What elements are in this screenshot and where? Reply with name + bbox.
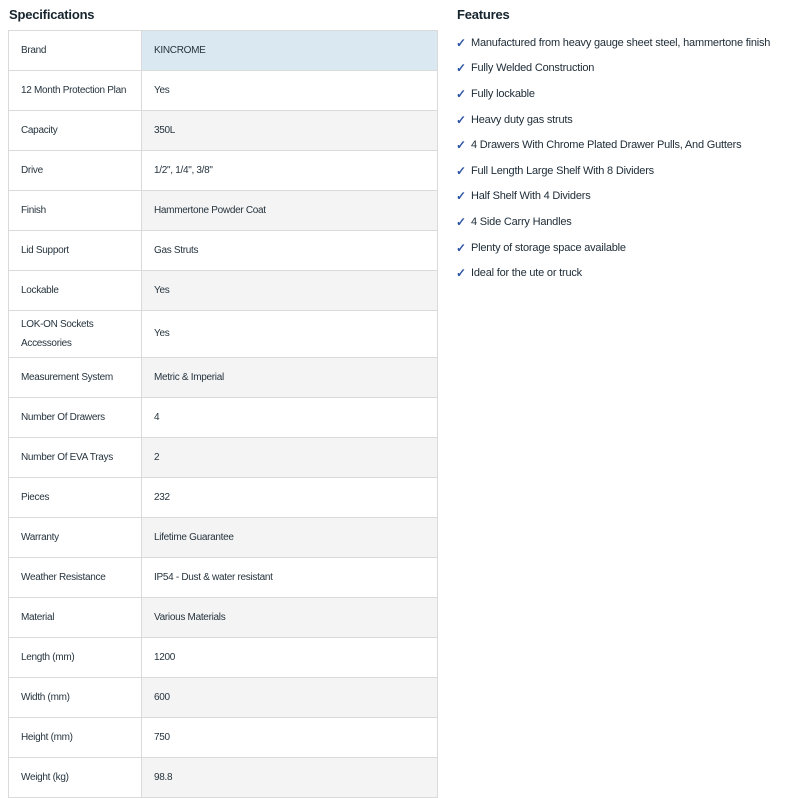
spec-label: Drive — [9, 151, 142, 191]
feature-item — [456, 107, 794, 133]
spec-label: Pieces — [9, 478, 142, 518]
spec-label: Length (mm) — [9, 638, 142, 678]
spec-row — [9, 638, 438, 678]
spec-row — [9, 311, 438, 358]
spec-label: Height (mm) — [9, 718, 142, 758]
checkmark-icon: ✓ — [456, 189, 466, 204]
feature-item — [456, 235, 794, 261]
spec-row — [9, 758, 438, 798]
feature-item-label: Fully lockable — [471, 87, 535, 100]
checkmark-icon: ✓ — [456, 214, 466, 229]
spec-row — [9, 191, 438, 231]
feature-item — [456, 158, 794, 184]
spec-value: 350L — [142, 111, 438, 151]
spec-value: 600 — [142, 678, 438, 718]
feature-item-label: Manufactured from heavy gauge sheet steel, hammertone finish — [471, 36, 771, 49]
spec-value: Lifetime Guarantee — [142, 518, 438, 558]
spec-value: 232 — [142, 478, 438, 518]
feature-item-label: Ideal for the ute or truck — [471, 267, 582, 280]
spec-row — [9, 271, 438, 311]
spec-value: Yes — [142, 311, 438, 358]
spec-value: KINCROME — [142, 31, 438, 71]
spec-label: Finish — [9, 191, 142, 231]
spec-value: Yes — [142, 71, 438, 111]
checkmark-icon: ✓ — [456, 61, 466, 76]
spec-label: Weather Resistance — [9, 558, 142, 598]
checkmark-icon: ✓ — [456, 240, 466, 255]
spec-label: Measurement System — [9, 358, 142, 398]
spec-row — [9, 478, 438, 518]
feature-item-label: 4 Side Carry Handles — [471, 215, 572, 228]
checkmark-icon: ✓ — [456, 86, 466, 101]
spec-value: IP54 - Dust & water resistant — [142, 558, 438, 598]
spec-value: 2 — [142, 438, 438, 478]
features-list — [456, 30, 794, 286]
spec-label: Material — [9, 598, 142, 638]
spec-label: Capacity — [9, 111, 142, 151]
spec-row — [9, 111, 438, 151]
spec-value: Yes — [142, 271, 438, 311]
feature-item-label: Heavy duty gas struts — [471, 113, 573, 126]
spec-row — [9, 231, 438, 271]
feature-item — [456, 132, 794, 158]
feature-item — [456, 81, 794, 107]
feature-item-label: Plenty of storage space available — [471, 241, 626, 254]
checkmark-icon: ✓ — [456, 163, 466, 178]
spec-label: Lid Support — [9, 231, 142, 271]
spec-label: Number Of EVA Trays — [9, 438, 142, 478]
spec-value: 98.8 — [142, 758, 438, 798]
spec-value: Various Materials — [142, 598, 438, 638]
feature-item — [456, 184, 794, 210]
features-title: Features — [457, 7, 510, 22]
feature-item-label: Full Length Large Shelf With 8 Dividers — [471, 164, 654, 177]
spec-label: Weight (kg) — [9, 758, 142, 798]
spec-row — [9, 718, 438, 758]
spec-row — [9, 398, 438, 438]
spec-value: Gas Struts — [142, 231, 438, 271]
spec-row — [9, 71, 438, 111]
feature-item — [456, 30, 794, 56]
spec-value: 1/2", 1/4", 3/8" — [142, 151, 438, 191]
checkmark-icon: ✓ — [456, 35, 466, 50]
spec-label: LOK-ON Sockets Accessories — [9, 311, 142, 358]
feature-item-label: Half Shelf With 4 Dividers — [471, 190, 591, 203]
specifications-section — [8, 7, 438, 783]
feature-item-label: Fully Welded Construction — [471, 62, 595, 75]
spec-row — [9, 151, 438, 191]
feature-item — [456, 56, 794, 82]
feature-item-label: 4 Drawers With Chrome Plated Drawer Pulls, And Gutters — [471, 139, 742, 152]
checkmark-icon: ✓ — [456, 138, 466, 153]
spec-value: 750 — [142, 718, 438, 758]
spec-row — [9, 31, 438, 71]
feature-item — [456, 209, 794, 235]
spec-label: Brand — [9, 31, 142, 71]
spec-value: 4 — [142, 398, 438, 438]
spec-label: Width (mm) — [9, 678, 142, 718]
spec-label: Warranty — [9, 518, 142, 558]
feature-item — [456, 260, 794, 286]
spec-label: 12 Month Protection Plan — [9, 71, 142, 111]
spec-row — [9, 558, 438, 598]
spec-value: 1200 — [142, 638, 438, 678]
spec-row — [9, 518, 438, 558]
specifications-table — [8, 30, 438, 798]
features-section — [456, 7, 794, 668]
spec-row — [9, 358, 438, 398]
spec-label: Lockable — [9, 271, 142, 311]
checkmark-icon: ✓ — [456, 112, 466, 127]
specifications-title: Specifications — [9, 7, 95, 22]
spec-label: Number Of Drawers — [9, 398, 142, 438]
spec-row — [9, 438, 438, 478]
checkmark-icon: ✓ — [456, 266, 466, 281]
spec-row — [9, 678, 438, 718]
spec-row — [9, 598, 438, 638]
spec-value: Hammertone Powder Coat — [142, 191, 438, 231]
spec-table-body — [9, 31, 438, 798]
spec-value: Metric & Imperial — [142, 358, 438, 398]
